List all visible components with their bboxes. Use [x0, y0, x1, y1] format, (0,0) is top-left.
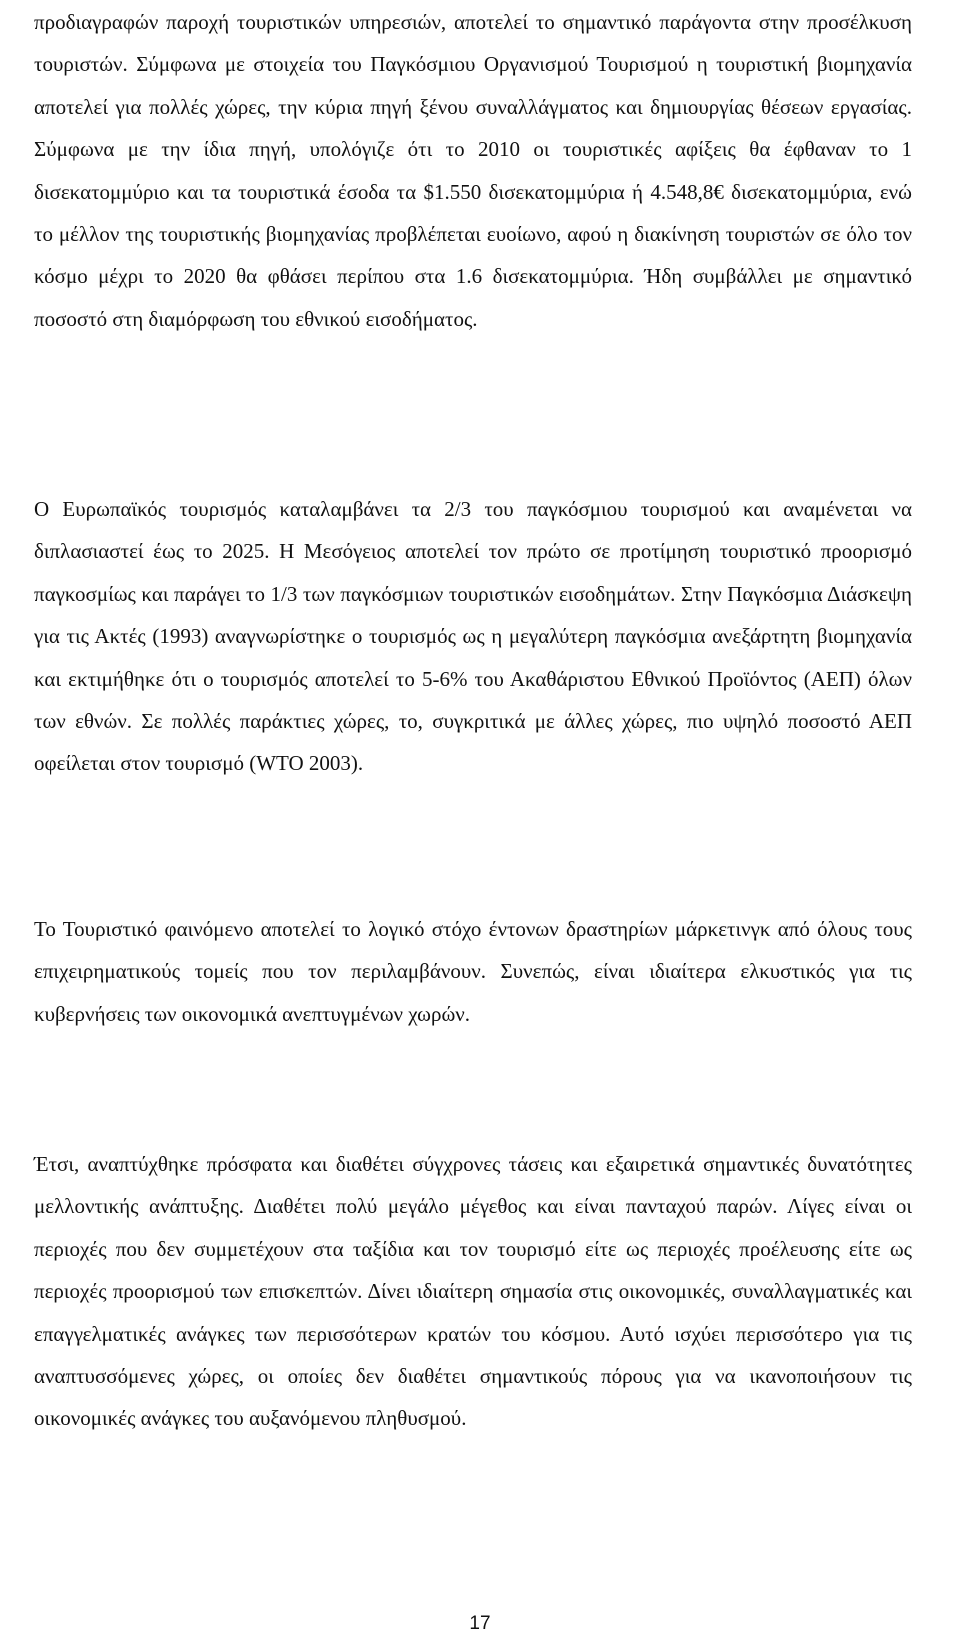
paragraph-european-tourism: Ο Ευρωπαϊκός τουρισμός καταλαμβάνει τα 2/3 του παγκόσμιου τουρισμού και αναμένεται να διπλασιαστεί έως το 2025. Η Μεσόγειος αποτελεί τον πρώτο σε προτίμηση τουριστικό προορισμό παγκοσμίως και παράγει το 1/3 των παγκόσμιων τουριστικών εισοδημάτων. Στην Παγκόσμια Διάσκεψη για τις Ακτές (1993) αναγνωρίστηκε ο τουρισμός ως η μεγαλύτερη παγκόσμια ανεξάρτητη βιομηχανία και εκτιμήθηκε ότι ο τουρισμός αποτελεί το 5-6% του Ακαθάριστου Εθνικού Προϊόντος (ΑΕΠ) όλων των εθνών. Σε πολλές παράκτιες χώρες, το, συγκριτικά με άλλες χώρες, πιο υψηλό ποσοστό ΑΕΠ οφείλεται στον τουρισμό (WTO 2003). — [34, 497, 912, 776]
paragraph-tourism-development: Έτσι, αναπτύχθηκε πρόσφατα και διαθέτει σύγχρονες τάσεις και εξαιρετικά σημαντικές δυνατότητες μελλοντικής ανάπτυξης. Διαθέτει πολύ μεγάλο μέγεθος και είναι πανταχού παρών. Λίγες είναι οι περιοχές που δεν συμμετέχουν στα ταξίδια και τον τουρισμό είτε ως περιοχές προέλευσης είτε ως περιοχές προορισμού των επισκεπτών. Δίνει ιδιαίτερη σημασία στις οικονομικές, συναλλαγματικές και επαγγελματικές ανάγκες των περισσότερων κρατών του κόσμου. Αυτό ισχύει περισσότερο για τις αναπτυσσόμενες χώρες, οι οποίες δεν διαθέτει σημαντικούς πόρους για να ικανοποιήσουν τις οικονομικές ανάγκες του αυξανόμενου πληθυσμού. — [34, 1152, 912, 1431]
page-number: 17 — [469, 1613, 491, 1634]
paragraph-tourism-statistics: προδιαγραφών παροχή τουριστικών υπηρεσιών, αποτελεί το σημαντικό παράγοντα στην προσέλκυση τουριστών. Σύμφωνα με στοιχεία του Παγκόσμιου Οργανισμού Τουρισμού η τουριστική βιομηχανία αποτελεί για πολλές χώρες, την κύρια πηγή ξένου συναλλάγματος και δημιουργίας θέσεων εργασίας. Σύμφωνα με την ίδια πηγή, υπολόγιζε ότι το 2010 οι τουριστικές αφίξεις θα έφθαναν το 1 δισεκατομμύριο και τα τουριστικά έσοδα τα $1.550 δισεκατομμύρια ή 4.548,8€ δισεκατομμύρια, ενώ το μέλλον της τουριστικής βιομηχανίας προβλέπεται ευοίωνο, αφού η διακίνηση τουριστών σε όλο τον κόσμο μέχρι το 2020 θα φθάσει περίπου στα 1.6 δισεκατομμύρια. Ήδη συμβάλλει με σημαντικό ποσοστό στη διαμόρφωση του εθνικού εισοδήματος. — [34, 10, 912, 331]
paragraph-tourism-marketing: Το Τουριστικό φαινόμενο αποτελεί το λογικό στόχο έντονων δραστηρίων μάρκετινγκ από όλους τους επιχειρηματικούς τομείς που τον περιλαμβάνουν. Συνεπώς, είναι ιδιαίτερα ελκυστικός για τις κυβερνήσεις των οικονομικά ανεπτυγμένων χωρών. — [34, 917, 912, 1026]
